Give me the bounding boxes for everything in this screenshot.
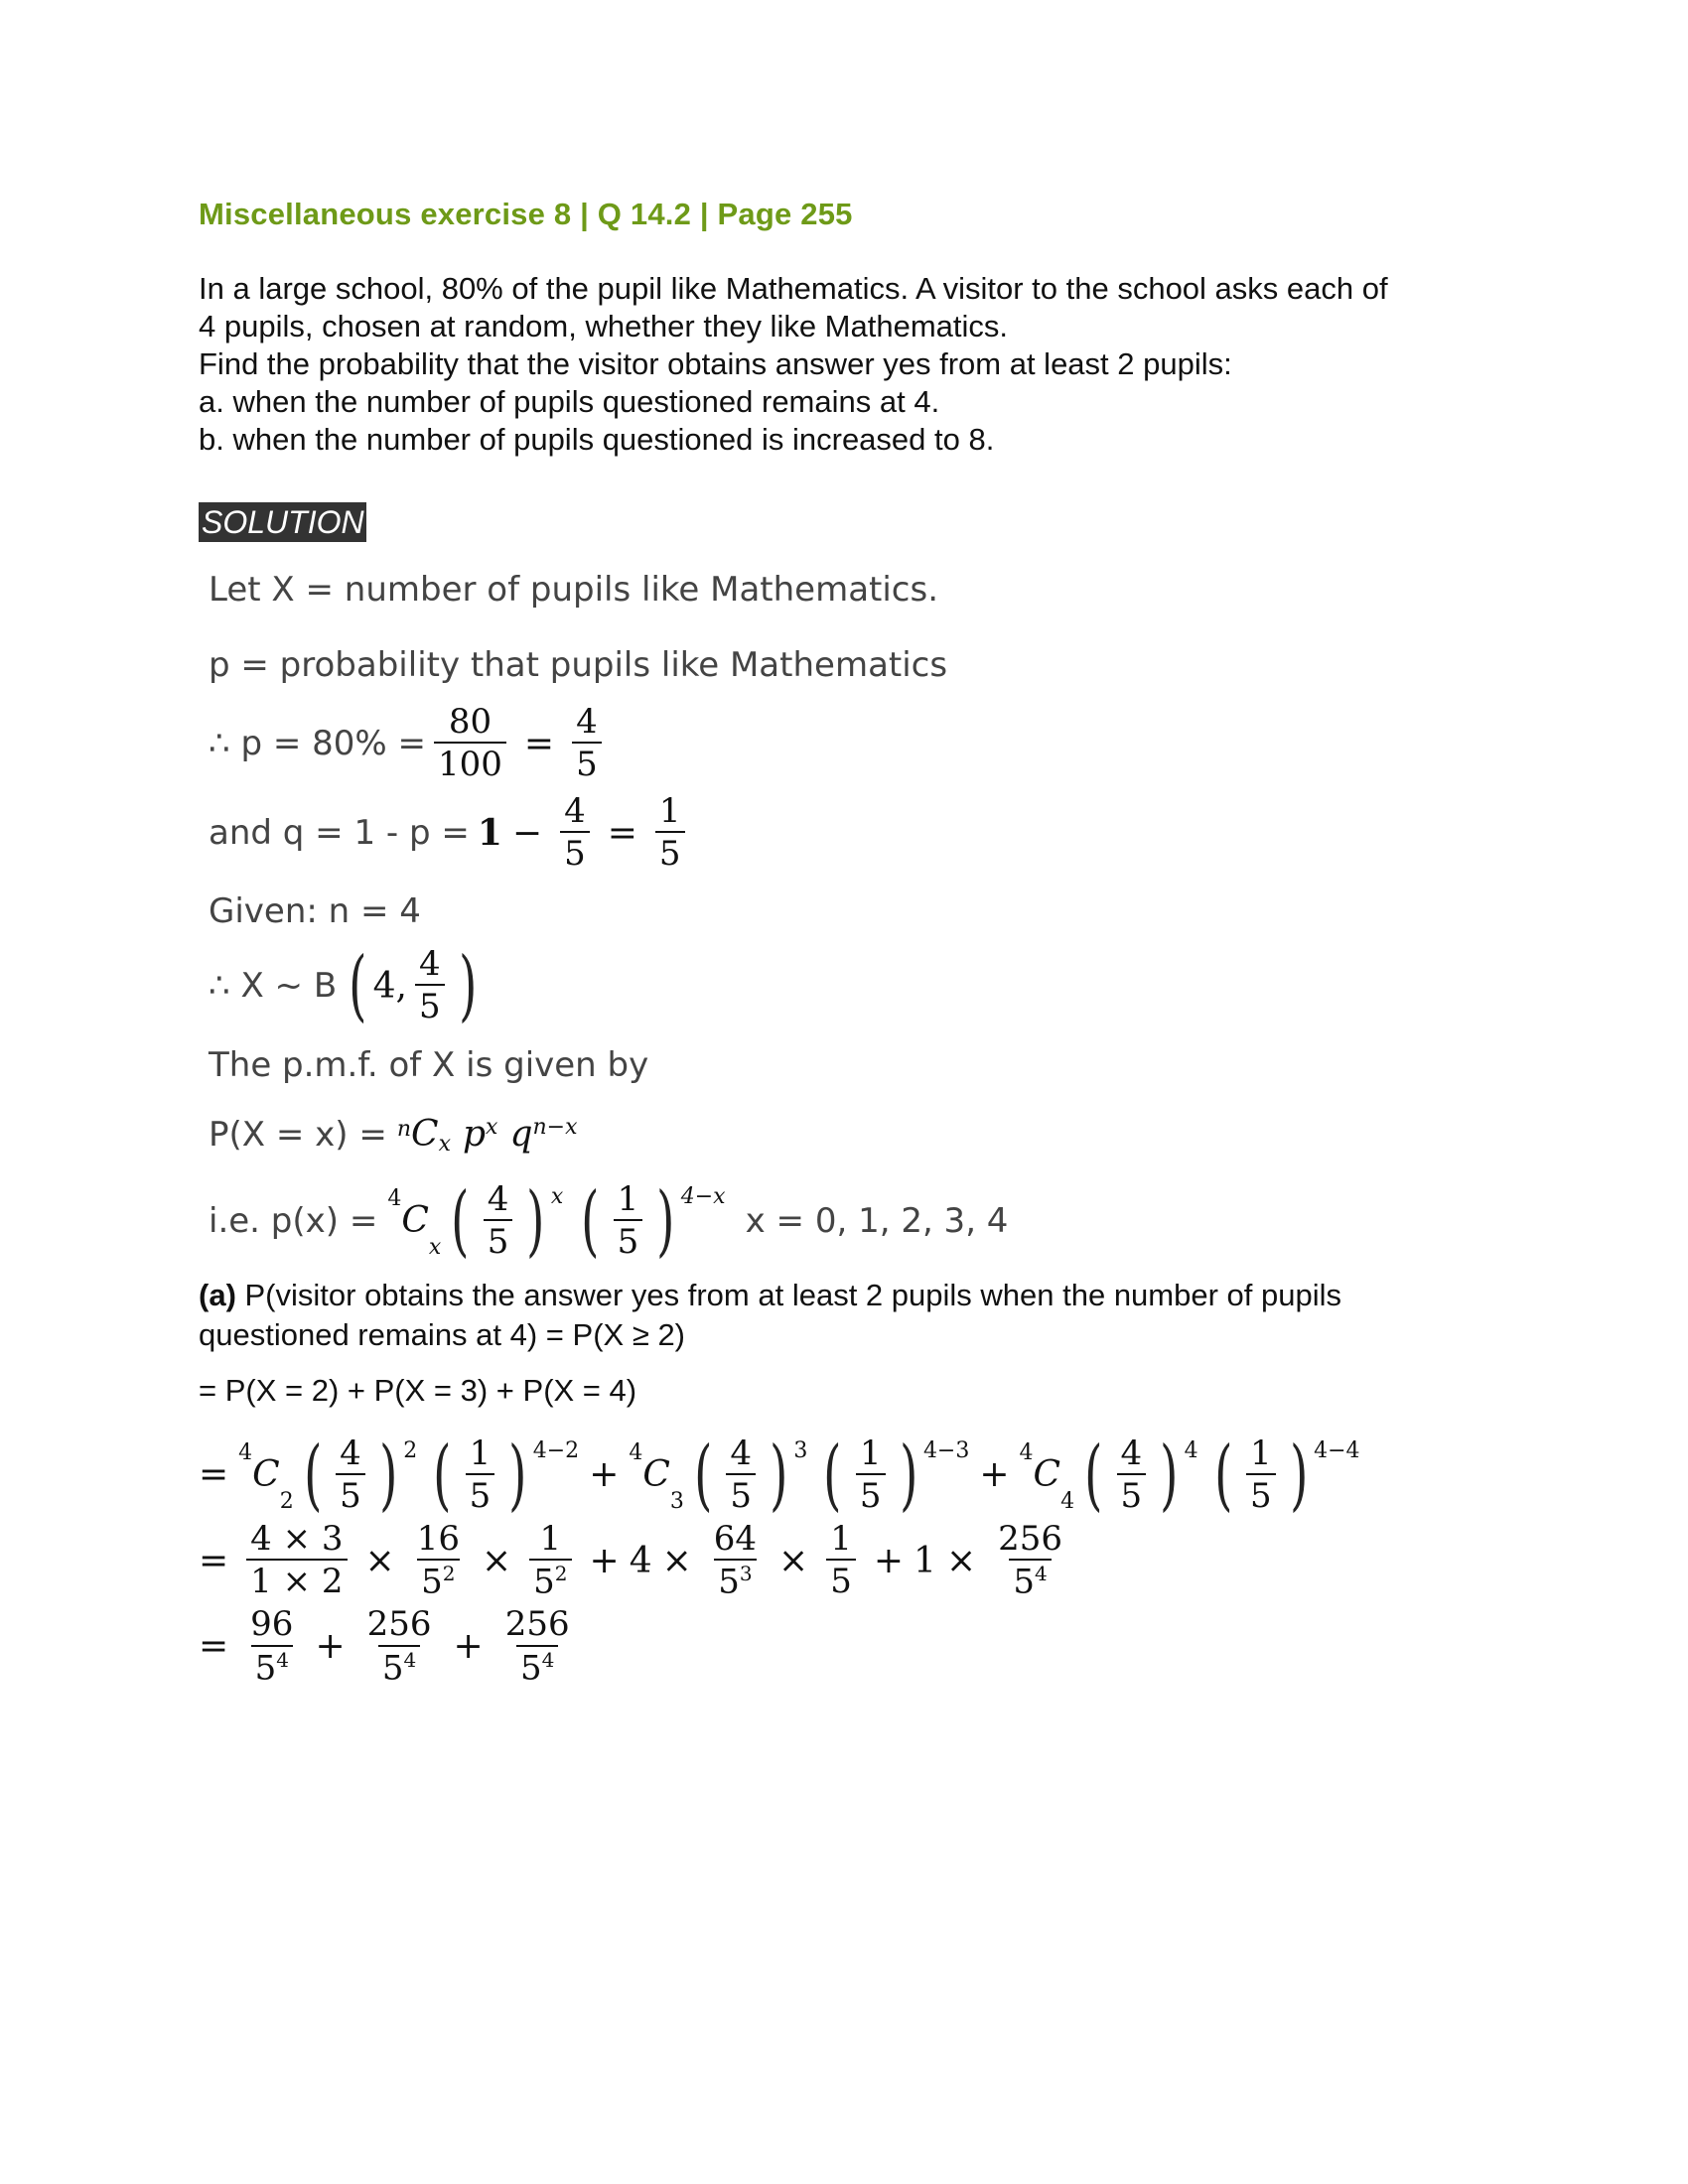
math-4-minus-4-superscript: 4−4 bbox=[1314, 1437, 1360, 1463]
q-value-prefix: and q = 1 - p = bbox=[209, 813, 470, 854]
fraction-4-5: $\frac{4}{5}$ bbox=[415, 945, 445, 1026]
math-one: 1 bbox=[477, 812, 502, 855]
fraction-1-5: $\frac{1}{5}$ bbox=[1246, 1434, 1276, 1516]
math-4: 4 bbox=[629, 1540, 652, 1581]
solution-label: SOLUTION bbox=[199, 502, 366, 542]
pmf-intro-text: The p.m.f. of X is given by bbox=[209, 1044, 649, 1085]
plus-sign: + bbox=[315, 1626, 346, 1668]
fraction-4-5: $\frac{4}{5}$ bbox=[726, 1434, 756, 1516]
times-sign: × bbox=[945, 1540, 977, 1581]
exercise-heading: Miscellaneous exercise 8 | Q 14.2 | Page 255 bbox=[199, 197, 853, 231]
let-x-text: Let X = number of pupils like Mathematics. bbox=[209, 570, 939, 610]
math-p: p bbox=[463, 1114, 487, 1156]
math-4-superscript: 4 bbox=[1184, 1437, 1198, 1463]
part-a-line-1 bbox=[199, 1276, 1529, 1315]
part-a-calculation bbox=[199, 1430, 1529, 1688]
math-4-comma: 4, bbox=[372, 965, 407, 1007]
fraction-4-5: $\frac{4}{5}$ bbox=[560, 792, 590, 874]
p-value-prefix: ∴ p = 80% = bbox=[209, 724, 426, 764]
question-line: Find the probability that the visitor obtains answer yes from at least 2 pupils: bbox=[199, 346, 1232, 381]
times-sign: × bbox=[661, 1540, 692, 1581]
fraction-4-5: $\frac{4}{5}$ bbox=[1117, 1434, 1147, 1516]
part-a-text-1: P(visitor obtains the answer yes from at least 2 pupils when the number of pupils bbox=[235, 1277, 1341, 1312]
right-paren: ) bbox=[508, 1430, 527, 1520]
part-a-label: (a) bbox=[199, 1277, 236, 1312]
times-sign: × bbox=[778, 1540, 809, 1581]
equals-sign: = bbox=[199, 1540, 229, 1581]
times-sign: × bbox=[364, 1540, 395, 1581]
plus-sign: + bbox=[979, 1454, 1010, 1496]
p-definition-text: p = probability that pupils like Mathematics bbox=[209, 645, 948, 685]
left-paren: ( bbox=[349, 941, 367, 1031]
question-line: 4 pupils, chosen at random, whether they like Mathematics. bbox=[199, 309, 1009, 343]
document-page bbox=[199, 197, 1529, 1688]
fraction-4-5: $\frac{4}{5}$ bbox=[572, 703, 602, 784]
fraction-4-5: $\frac{4}{5}$ bbox=[336, 1434, 365, 1516]
question-text bbox=[199, 270, 1529, 459]
equals-sign: = bbox=[199, 1626, 229, 1668]
p-definition-line bbox=[209, 641, 1529, 689]
math-4-superscript: 4 bbox=[238, 1439, 253, 1465]
left-paren: ( bbox=[693, 1430, 713, 1520]
given-text: Given: n = 4 bbox=[209, 891, 421, 932]
math-4-superscript: 4 bbox=[1019, 1439, 1034, 1465]
left-paren: ( bbox=[823, 1430, 842, 1520]
fraction-1-5: $\frac{1}{5}$ bbox=[466, 1434, 495, 1516]
math-c: C bbox=[642, 1454, 670, 1496]
math-4-minus-3-superscript: 4−3 bbox=[922, 1437, 970, 1463]
left-paren: ( bbox=[303, 1430, 323, 1520]
math-q: q bbox=[509, 1114, 533, 1156]
solution-body bbox=[199, 566, 1529, 1266]
math-3-superscript: 3 bbox=[793, 1437, 808, 1463]
math-3-subscript: 3 bbox=[669, 1488, 684, 1514]
distribution-prefix: ∴ X ~ B bbox=[209, 966, 338, 1007]
part-a-statement bbox=[199, 1276, 1529, 1411]
fraction-1-5: $\frac{1}{5}$ bbox=[856, 1434, 886, 1516]
fraction-16-5sq: $\frac{16}{5^2}$ bbox=[416, 1518, 460, 1602]
math-4-subscript: 4 bbox=[1060, 1488, 1075, 1514]
right-paren: ) bbox=[770, 1430, 788, 1520]
equals-sign: = bbox=[199, 1454, 229, 1496]
question-line: In a large school, 80% of the pupil like Mathematics. A visitor to the school asks each of bbox=[199, 271, 1388, 306]
question-line: a. when the number of pupils questioned remains at 4. bbox=[199, 384, 940, 419]
math-4-superscript: 4 bbox=[387, 1185, 402, 1211]
math-x-subscript: x bbox=[428, 1234, 442, 1260]
plus-sign: + bbox=[589, 1454, 620, 1496]
fraction-4-5: $\frac{4}{5}$ bbox=[484, 1180, 513, 1262]
let-x-line bbox=[209, 566, 1529, 614]
right-paren: ) bbox=[378, 1430, 398, 1520]
pmf-prefix: P(X = x) = bbox=[209, 1114, 387, 1155]
x-range-text: x = 0, 1, 2, 3, 4 bbox=[745, 1200, 1009, 1241]
question-line: b. when the number of pupils questioned is increased to 8. bbox=[199, 422, 995, 457]
right-paren: ) bbox=[899, 1430, 917, 1520]
simplification-line bbox=[199, 1520, 1529, 1602]
right-paren: ) bbox=[526, 1175, 545, 1266]
part-a-sum-line: = P(X = 2) + P(X = 3) + P(X = 4) bbox=[199, 1372, 637, 1408]
part-a-text-2: questioned remains at 4) = P(X ≥ 2) bbox=[199, 1316, 686, 1352]
fraction-4x3-1x2: $\frac{4 \times 3}{1 \times 2}$ bbox=[246, 1520, 347, 1601]
left-paren: ( bbox=[581, 1175, 600, 1266]
fraction-96-5pow4: $\frac{96}{5^4}$ bbox=[250, 1604, 294, 1688]
math-n-minus-x-superscript: n−x bbox=[532, 1114, 578, 1140]
equals-sign: = bbox=[607, 812, 637, 854]
left-paren: ( bbox=[1084, 1430, 1103, 1520]
sum-of-fractions-line bbox=[199, 1605, 1529, 1688]
math-c: C bbox=[252, 1454, 280, 1496]
pmf-specific-line bbox=[209, 1175, 1529, 1266]
math-c: C bbox=[411, 1114, 439, 1156]
left-paren: ( bbox=[451, 1175, 470, 1266]
math-4-minus-x-superscript: 4−x bbox=[680, 1183, 726, 1209]
plus-sign: + bbox=[873, 1540, 905, 1581]
math-1: 1 bbox=[914, 1540, 936, 1581]
left-paren: ( bbox=[433, 1430, 452, 1520]
math-n-superscript: n bbox=[396, 1116, 412, 1142]
q-value-line bbox=[209, 792, 1529, 874]
fraction-256-5pow4: $\frac{256}{5^4}$ bbox=[366, 1604, 432, 1688]
fraction-80-100: $\frac{80}{100}$ bbox=[434, 703, 506, 784]
math-x-superscript: x bbox=[486, 1114, 498, 1140]
math-4-superscript: 4 bbox=[629, 1439, 643, 1465]
right-paren: ) bbox=[1289, 1430, 1309, 1520]
fraction-256-5pow4: $\frac{256}{5^4}$ bbox=[998, 1518, 1063, 1602]
math-x-superscript: x bbox=[550, 1183, 564, 1209]
fraction-1-5: $\frac{1}{5}$ bbox=[826, 1520, 856, 1601]
given-line bbox=[209, 887, 1529, 935]
math-4-minus-2-superscript: 4−2 bbox=[532, 1437, 580, 1463]
pmf-formula-line bbox=[209, 1111, 1529, 1159]
times-sign: × bbox=[481, 1540, 512, 1581]
p-value-line bbox=[209, 703, 1529, 784]
binomial-expansion-line bbox=[199, 1430, 1529, 1520]
math-2-subscript: 2 bbox=[279, 1488, 294, 1514]
math-2-superscript: 2 bbox=[403, 1437, 418, 1463]
ie-prefix: i.e. p(x) = bbox=[209, 1200, 378, 1241]
right-paren: ) bbox=[1160, 1430, 1179, 1520]
equals-sign: = bbox=[523, 723, 555, 764]
pmf-intro-line bbox=[209, 1041, 1529, 1089]
fraction-64-5cube: $\frac{64}{5^3}$ bbox=[713, 1518, 758, 1602]
plus-sign: + bbox=[453, 1626, 484, 1668]
math-x-subscript: x bbox=[438, 1131, 451, 1157]
minus-sign: − bbox=[511, 812, 543, 854]
fraction-1-5: $\frac{1}{5}$ bbox=[655, 792, 685, 874]
fraction-1-5sq: $\frac{1}{5^2}$ bbox=[529, 1520, 571, 1602]
left-paren: ( bbox=[1213, 1430, 1232, 1520]
fraction-256-5pow4: $\frac{256}{5^4}$ bbox=[504, 1604, 570, 1688]
fraction-1-5: $\frac{1}{5}$ bbox=[614, 1180, 643, 1262]
math-c: C bbox=[1033, 1454, 1061, 1496]
plus-sign: + bbox=[589, 1540, 620, 1581]
right-paren: ) bbox=[656, 1175, 675, 1266]
right-paren: ) bbox=[458, 941, 477, 1031]
distribution-line bbox=[209, 941, 1529, 1031]
math-c: C bbox=[401, 1200, 429, 1242]
